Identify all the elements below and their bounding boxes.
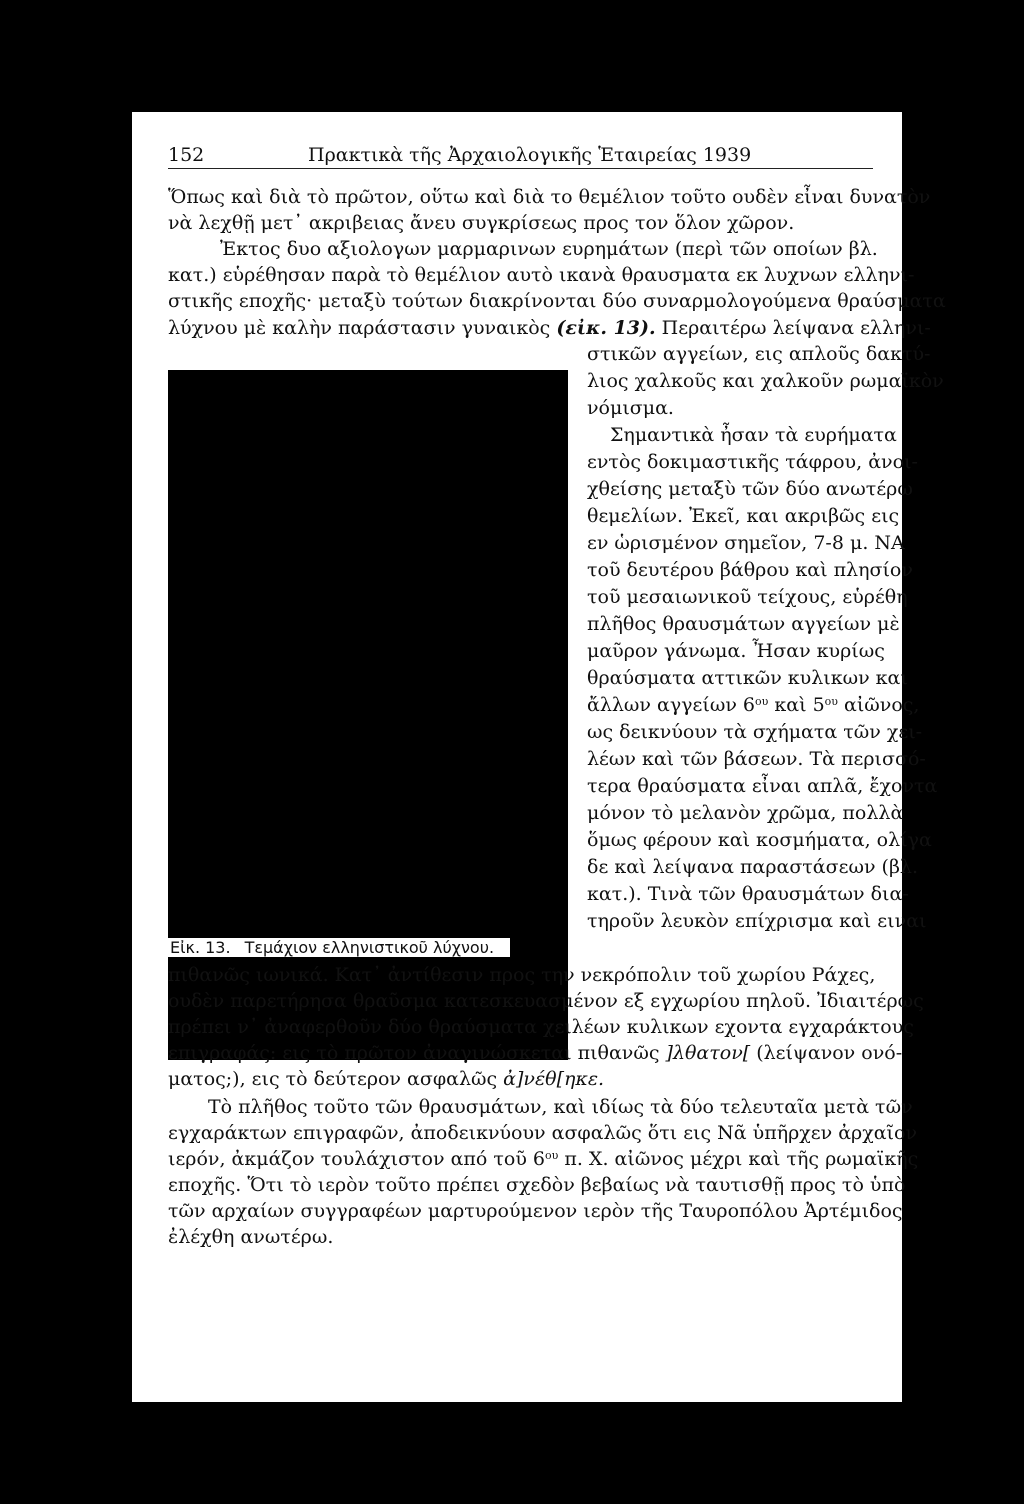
text-run: (λείψανον ονό- bbox=[756, 1042, 903, 1064]
superscript: ου bbox=[824, 695, 838, 708]
text-run: Περαιτέρω λείψανα ελληνι- bbox=[661, 317, 931, 339]
text-run: αἰῶνος, bbox=[837, 694, 920, 716]
text-line: τοῦ δευτέρου βάθρου καὶ πλησίον bbox=[587, 559, 913, 581]
text-line: ὅμως φέρουν καὶ κοσμήματα, ολίγα bbox=[587, 829, 932, 851]
text-line: Ὅπως καὶ διὰ τὸ πρῶτον, οὕτω καὶ διὰ το θεμέλιον τοῦτο ουδὲν εἶναι δυνατὸν bbox=[168, 186, 931, 208]
text-line: νὰ λεχθῇ μετ᾽ ακριβειας ἄνευ συγκρίσεως προς τον ὅλον χῶρον. bbox=[168, 212, 795, 234]
text-run: εντὸς δοκιμαστικῆς bbox=[587, 451, 780, 473]
spaced-emphasis: ευρημάτων bbox=[562, 238, 669, 260]
text-run: Ἐκτος δυο αξιολογων μαρμαρινων bbox=[220, 238, 557, 260]
text-line: εν ὡρισμένον σημεῖον, 7-8 μ. ΝΑ bbox=[587, 532, 905, 554]
superscript: ου bbox=[545, 1149, 559, 1162]
text-line bbox=[220, 240, 878, 259]
text-run: επιγραφάς: εις τὸ πρῶτον ἀναγινώσκεται πιθανῶς bbox=[168, 1042, 660, 1064]
text-line: νόμισμα. bbox=[587, 397, 674, 419]
text-run: π. Χ. αἰῶνος μέχρι καὶ τῆς ρωμαϊκῆς bbox=[558, 1148, 919, 1170]
text-line: εγχαράκτων επιγραφῶν, ἀποδεικνύουν ασφαλῶς ὅτι εις Νᾶ ὑπῆρχεν ἀρχαῖον bbox=[168, 1122, 917, 1144]
text-run: καὶ 5 bbox=[768, 694, 825, 716]
text-run: ματος;), εις τὸ δεύτερον ασφαλῶς bbox=[168, 1068, 498, 1090]
running-title: Πρακτικὰ τῆς Ἀρχαιολογικῆς Ἑταιρείας 1939 bbox=[308, 144, 752, 166]
text-line: τερα θραύσματα εἶναι απλᾶ, ἔχοντα bbox=[587, 775, 938, 797]
text-line: κατ.). Τινὰ τῶν θραυσμάτων δια- bbox=[587, 883, 909, 905]
inscription-text: ]λθατον[ bbox=[665, 1042, 751, 1064]
text-line: Τὸ πλῆθος τοῦτο τῶν θραυσμάτων, καὶ ιδίως τὰ δύο τελευταῖα μετὰ τῶν bbox=[208, 1096, 913, 1118]
figure-reference: (εἰκ. 13). bbox=[556, 317, 656, 339]
text-line bbox=[587, 696, 919, 715]
text-line: τηροῦν λευκὸν επίχρισμα καὶ ειναι bbox=[587, 910, 927, 932]
page-header bbox=[168, 142, 873, 169]
text-line: ουδὲν παρετήρησα θραῦσμα κατεσκευασμένον εξ εγχωρίου πηλοῦ. Ἰδιαιτέρως bbox=[168, 990, 924, 1012]
text-line bbox=[168, 319, 931, 338]
text-line: πρέπει ν᾽ ἀναφερθοῦν δύο θραύσματα χειλέων κυλικων εχοντα εγχαράκτους bbox=[168, 1016, 914, 1038]
text-line: θραύσματα αττικῶν κυλικων και bbox=[587, 667, 908, 689]
text-run: λύχνου μὲ καλὴν παράστασιν γυναικὸς bbox=[168, 317, 551, 339]
text-line: λιος χαλκοῦς και χαλκοῦν ρωμαϊκὸν bbox=[587, 370, 944, 392]
text-line: ἐλέχθη ανωτέρω. bbox=[168, 1226, 334, 1248]
text-line: θεμελίων. Ἐκεῖ, και ακριβῶς εις bbox=[587, 505, 900, 527]
text-line: στικῶν αγγείων, εις απλοῦς δακτύ- bbox=[587, 343, 931, 365]
figure-caption bbox=[168, 938, 510, 957]
text-line: χθείσης μεταξὺ τῶν δύο ανωτέρω bbox=[587, 478, 913, 500]
text-line: μόνον τὸ μελανὸν χρῶμα, πολλὰ bbox=[587, 802, 904, 824]
text-line bbox=[168, 1070, 604, 1089]
text-line bbox=[168, 1150, 918, 1169]
text-line: Σημαντικὰ ἦσαν τὰ ευρήματα bbox=[610, 424, 897, 446]
text-run: ἄλλων αγγείων 6 bbox=[587, 694, 756, 716]
spaced-emphasis: τάφρου, bbox=[785, 451, 863, 473]
text-run: ἀνοι- bbox=[868, 451, 918, 473]
superscript: ου bbox=[755, 695, 769, 708]
text-line: τῶν αρχαίων συγγραφέων μαρτυρούμενον ιερὸν τῆς Ταυροπόλου Ἀρτέμιδος bbox=[168, 1200, 903, 1222]
text-line: στικῆς εποχῆς· μεταξὺ τούτων διακρίνονται δύο συναρμολογούμενα θραύσματα bbox=[168, 290, 946, 312]
text-line: λέων καὶ τῶν βάσεων. Τὰ περισσό- bbox=[587, 748, 926, 770]
text-line: πιθανῶς ιωνικά. Κατ᾽ ἀντίθεσιν προς την νεκρόπολιν τοῦ χωρίου Ράχες, bbox=[168, 964, 876, 986]
book-page bbox=[132, 112, 946, 1402]
text-line: κατ.) εὑρέθησαν παρὰ τὸ θεμέλιον αυτὸ ικανὰ θραυσματα εκ λυχνων ελληνι- bbox=[168, 264, 915, 286]
inscription-text: ἀ]νέθ[ηκε. bbox=[503, 1068, 605, 1090]
text-line: πλῆθος θραυσμάτων αγγείων μὲ bbox=[587, 613, 900, 635]
text-line: δε καὶ λείψανα παραστάσεων (βλ. bbox=[587, 856, 919, 878]
text-line: ως δεικνύουν τὰ σχήματα τῶν χει- bbox=[587, 721, 923, 743]
text-line: εποχῆς. Ὅτι τὸ ιερὸν τοῦτο πρέπει σχεδὸν βεβαίως νὰ ταυτισθῇ προς τὸ ὑπὸ bbox=[168, 1174, 906, 1196]
text-run: (περὶ τῶν οποίων βλ. bbox=[674, 238, 878, 260]
page-number: 152 bbox=[168, 144, 205, 166]
text-line: μαῦρον γάνωμα. Ἦσαν κυρίως bbox=[587, 640, 885, 662]
caption-number: Εἰκ. 13. bbox=[170, 938, 231, 957]
text-line bbox=[168, 1044, 902, 1063]
caption-text: Τεμάχιον ελληνιστικοῦ λύχνου. bbox=[244, 938, 495, 957]
text-line bbox=[587, 453, 918, 472]
text-line: τοῦ μεσαιωνικοῦ τείχους, εὑρέθη bbox=[587, 586, 908, 608]
text-run: ιερόν, ἀκμάζον τουλάχιστον από τοῦ 6 bbox=[168, 1148, 546, 1170]
